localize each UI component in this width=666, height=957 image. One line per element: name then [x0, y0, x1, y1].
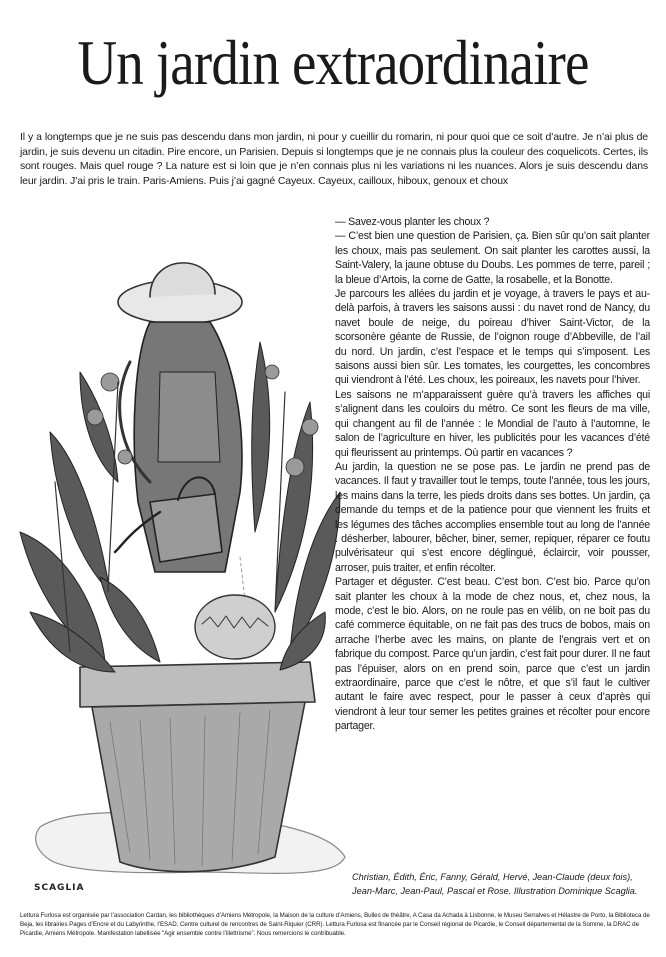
paragraph: Je parcours les allées du jardin et je voyage, à travers le pays et au-delà parfois, à travers les saisons aussi : du navet rond de Nancy, du navet boule de neige, du poireau d’hiver Saint-Victor, de la scorsonère géante de Russie, de l’oignon rouge d’Abbeville, de l’ail du nord. Un jardin, c’est l’espace et le temps qui s’imposent. Les saisons aussi bien sûr. Les tomates, les courgettes, les concombres qui viendront à l’été. Les choux, les poireaux, les navets pour l’hiver.	[335, 288, 650, 387]
paragraph: — Savez-vous planter les choux ?	[335, 216, 490, 228]
paragraph: Au jardin, la question ne se pose pas. Le jardin ne prend pas de vacances. Il faut y travailler tout le temps, toute l’année, tous les jours, les mains dans la terre, les pieds droits dans ses bottes. Un jardin, ça demande du temps et de la patience pour que viennent les fruits et les légumes des tâches accomplies ensemble tout au long de l’année : désherber, labourer, bêcher, biner, semer, repiquer, réparer ce foutu pulvérisateur qui s’est encore déglingué, éclaircir, voir pousser, arroser, puis traiter, et enfin récolter.	[335, 460, 650, 574]
paragraph: Partager et déguster. C’est beau. C’est bon. C’est bio. Parce qu’on sait planter les choux à la mode de chez nous, et, chez nous, la mode, c’est le bio. Alors, on ne roule pas en vélib, on ne boit pas du café commerce équitable, on ne fait pas des trucs de bobos, mais on arrache l’herbe avec les mains, on plante de l’engrais vert et on fabrique du compost. Parce qu’un jardin, c’est fait pour durer. Il ne faut pas l’épuiser, alors on en prend soin, parce que c’est un jardin extraordinaire, parce que c’est le nôtre, et que s’il faut le cultiver autant le faire avec respect, pour le passer à ceux d’après qui viendront à leur tour semer les petites graines et récolter pour encore partager.	[335, 576, 650, 733]
gardener-illustration	[10, 232, 355, 902]
author-credits: Christian, Édith, Éric, Fanny, Gérald, Hervé, Jean-Claude (deux fois), Jean-Marc, Jean-Paul, Pascal et Rose. Illustration Dominique Scaglia.	[352, 872, 638, 896]
artist-signature: SCAGLIA	[34, 883, 85, 893]
dialogue-text	[335, 215, 650, 734]
paragraph: — C’est bien une question de Parisien, ça. Bien sûr qu’on sait planter les choux, mais pas seulement. On sait planter les carottes aussi, la Saint-Valery, la jaune obtuse du Doubs. Les pommes de terre, pareil ; la bleue d’Artois, la corne de Gatte, la rosabelle, et la Bonotte.	[335, 230, 650, 286]
footer-note: Lettura Furlosa est organisée par l’association Cardan, les bibliothèques d’Amiens Métropole, la Maison de la culture d’Amiens, Bulles de théâtre, A Casa da Achada à Lisbonne, le Museu Serralves et Hélastre de Porto, la Biblioteca de Beja, les librairies Pages d’Encre et du Labyrinthe, l’ESAD, Centre culturel de rencontres de Saint-Riquier (CRR). Lettura Furlosa est financée par le Conseil régional de Picardie, le Conseil départemental de la Somme, la DRAC de Picardie, Amiens Métropole. Manifestation labellisée “Agir ensemble contre l’illettrisme”. Nous remercions le contribuable.	[20, 912, 650, 937]
page-title: Un jardin extraordinaire	[77, 27, 589, 98]
intro-paragraph: Il y a longtemps que je ne suis pas descendu dans mon jardin, ni pour y cueillir du romarin, ni pour quoi que ce soit d’autre. Je n’ai plus de jardin, je suis devenu un citadin. Pire encore, un Parisien. Depuis si longtemps que je ne connais plus la couleur des coquelicots. Certes, ils sont rouges. Mais quel rouge ? La nature est si loin que je n’en connais plus ni les variations ni les nuances. Alors je suis descendu dans leur jardin. J’ai pris le train. Paris-Amiens. Puis j’ai gagné Cayeux. Cayeux, cailloux, hiboux, genoux et choux	[20, 131, 648, 187]
paragraph: Les saisons ne m’apparaissent guère qu’à travers les affiches qui s’alignent dans les couloirs du métro. Ce sont les fleurs de ma ville, qui changent au fil de l’année : le Mondial de l’auto à l’automne, le salon de l’agriculture en hiver, les publicités pour les vacances d’été qui fleurissent au printemps. Où partir en vacances ?	[335, 388, 650, 459]
